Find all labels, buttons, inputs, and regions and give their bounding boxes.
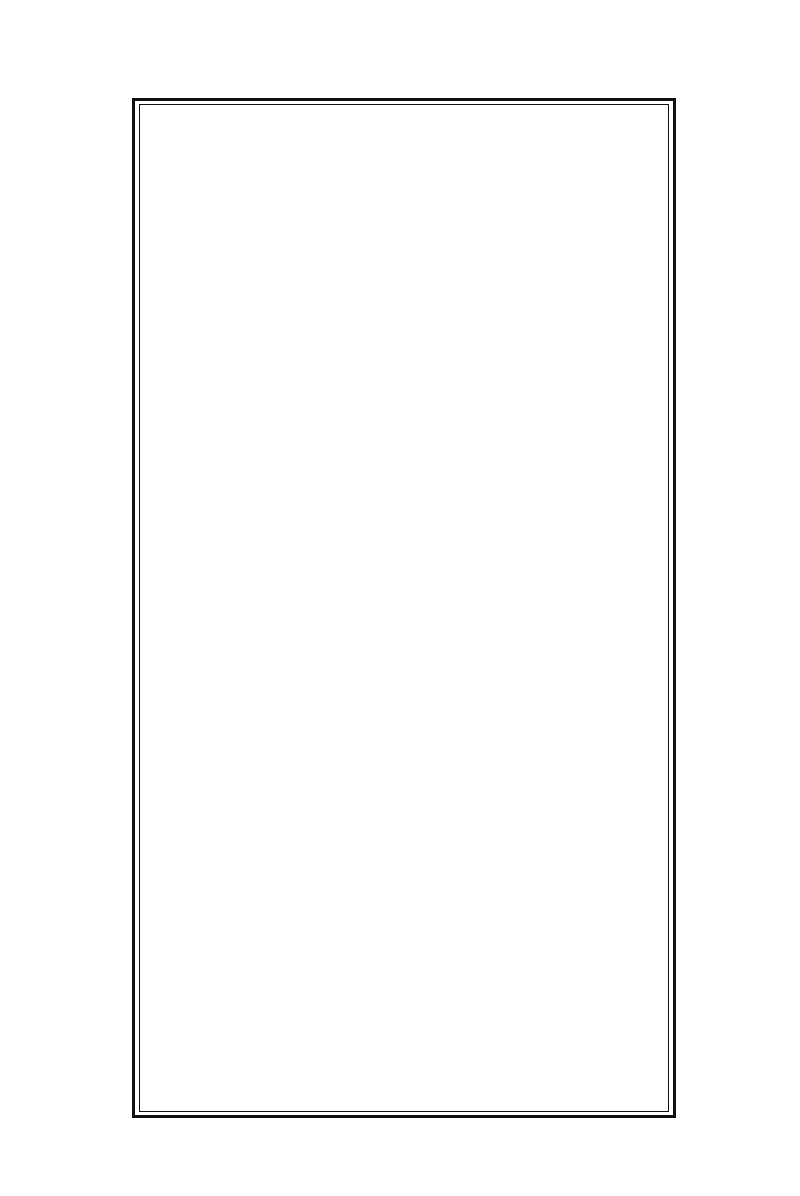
page-frame-inner [139, 104, 669, 1112]
